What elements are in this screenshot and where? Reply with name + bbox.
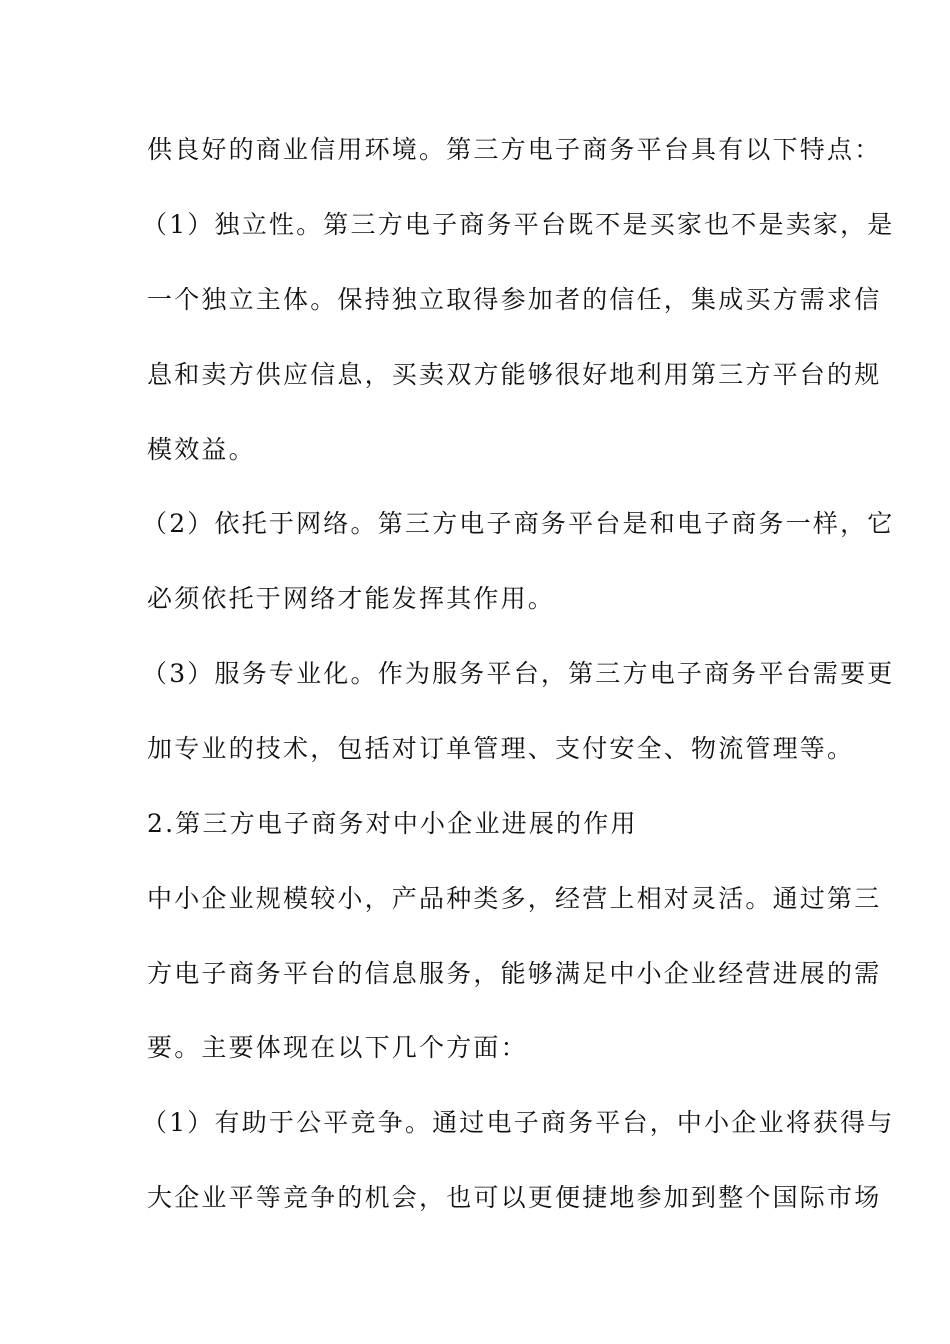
text-line: 必须依托于网络才能发挥其作用。 [147, 584, 556, 613]
text-line: 息和卖方供应信息，买卖双方能够很好地利用第三方平台的规 [147, 360, 882, 389]
text-line: 加专业的技术，包括对订单管理、支付安全、物流管理等。 [147, 734, 855, 763]
text-line: 一个独立主体。保持独立取得参加者的信任，集成买方需求信 [147, 285, 882, 314]
text-line: 模效益。 [147, 435, 256, 464]
text-line: 方电子商务平台的信息服务，能够满足中小企业经营进展的需 [147, 959, 882, 988]
text-line: （3）服务专业化。作为服务平台，第三方电子商务平台需要更 [142, 659, 895, 688]
text-line: 中小企业规模较小，产品种类多，经营上相对灵活。通过第三 [147, 884, 882, 913]
text-line: （2）依托于网络。第三方电子商务平台是和电子商务一样，它 [142, 509, 895, 538]
text-line: 要。主要体现在以下几个方面： [147, 1033, 528, 1062]
text-line: （1）独立性。第三方电子商务平台既不是买家也不是卖家，是 [142, 210, 895, 239]
text-line: 大企业平等竞争的机会，也可以更便捷地参加到整个国际市场 [147, 1183, 882, 1212]
section-heading: 2.第三方电子商务对中小企业进展的作用 [147, 809, 638, 838]
text-line: 供良好的商业信用环境。第三方电子商务平台具有以下特点： [147, 135, 882, 164]
text-line: （1）有助于公平竞争。通过电子商务平台，中小企业将获得与 [142, 1108, 895, 1137]
